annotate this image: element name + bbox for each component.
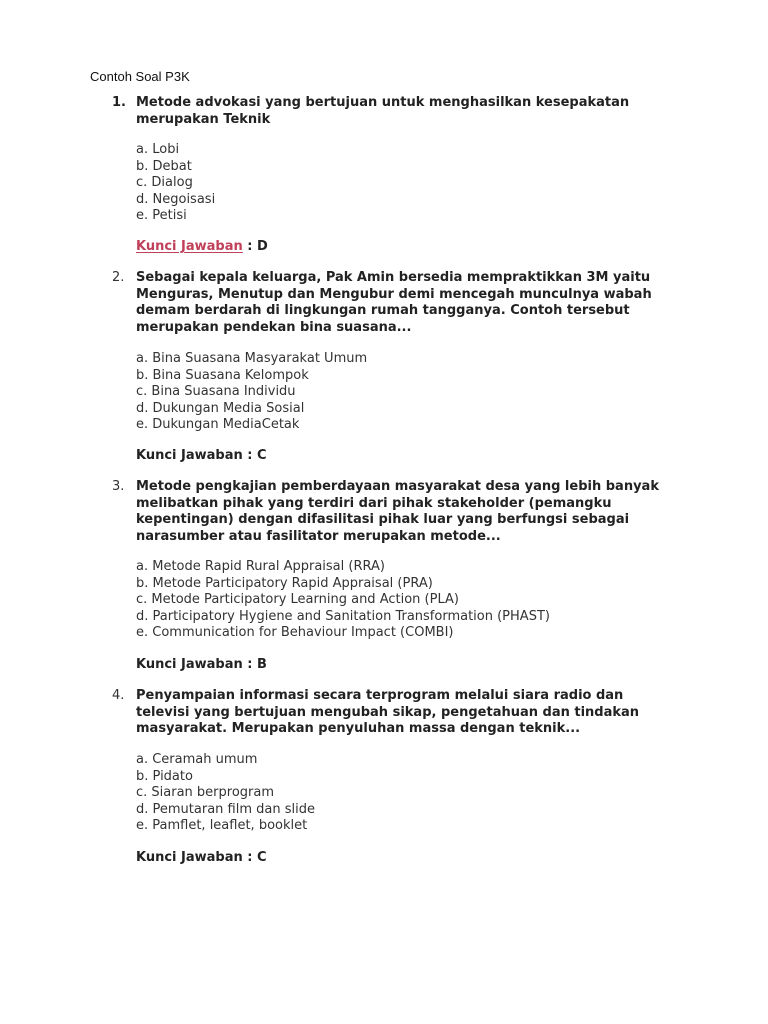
option-a: a. Lobi (136, 142, 180, 157)
option-d: d. Dukungan Media Sosial (136, 400, 305, 416)
question-line: melibatkan pihak yang terdiri dari pihak stakeholder (pemangku (136, 495, 612, 511)
option-b: b. Metode Participatory Rapid Appraisal (PRA) (136, 575, 433, 591)
option-c: c. Dialog (136, 175, 193, 191)
answer-key-link[interactable]: Kunci Jawaban (136, 239, 243, 254)
answer-key-3: Kunci Jawaban : B (136, 657, 267, 672)
option-d: d. Pemutaran film dan slide (136, 801, 315, 817)
option-a: a. Bina Suasana Masyarakat Umum (136, 351, 368, 366)
question-line: Metode pengkajian pemberdayaan masyarakat desa yang lebih banyak (136, 479, 659, 494)
answer-key-4: Kunci Jawaban : C (136, 850, 267, 865)
question-line: demam berdarah di lingkungan rumah tangganya. Contoh tersebut (136, 303, 630, 319)
question-number: 2. (112, 270, 125, 285)
question-line: merupakan Teknik (136, 111, 271, 127)
option-d: d. Participatory Hygiene and Sanitation Transformation (PHAST) (136, 608, 550, 624)
option-e: e. Petisi (136, 208, 187, 224)
question-number: 4. (112, 688, 125, 703)
option-b: b. Bina Suasana Kelompok (136, 367, 309, 383)
answer-options-1 (136, 142, 696, 225)
question-text (136, 688, 696, 738)
option-e: e. Communication for Behaviour Impact (COMBI) (136, 625, 454, 641)
answer-key-1 (136, 239, 268, 256)
question-text (136, 95, 696, 128)
question-line: Penyampaian informasi secara terprogram melalui siara radio dan (136, 688, 624, 703)
question-line: masyarakat. Merupakan penyuluhan massa dengan teknik... (136, 721, 581, 737)
question-line: Menguras, Menutup dan Mengubur demi mencegah munculnya wabah (136, 286, 652, 302)
answer-options-2 (136, 351, 696, 434)
answer-options-4 (136, 752, 696, 835)
option-a: a. Metode Rapid Rural Appraisal (RRA) (136, 559, 385, 574)
option-a: a. Ceramah umum (136, 752, 258, 767)
option-b: b. Debat (136, 158, 192, 174)
question-text (136, 270, 696, 336)
answer-key-value: : D (242, 239, 268, 254)
answer-options-3 (136, 559, 696, 642)
option-c: c. Metode Participatory Learning and Action (PLA) (136, 592, 459, 608)
option-c: c. Siaran berprogram (136, 785, 275, 801)
question-number: 1. (112, 95, 126, 110)
question-line: narasumber atau fasilitator merupakan metode... (136, 528, 501, 544)
question-line: kepentingan) dengan difasilitasi pihak luar yang berfungsi sebagai (136, 512, 630, 528)
question-line: Sebagai kepala keluarga, Pak Amin bersedia mempraktikkan 3M yaitu (136, 270, 651, 285)
question-number: 3. (112, 479, 125, 494)
option-b: b. Pidato (136, 768, 193, 784)
answer-key-2: Kunci Jawaban : C (136, 448, 267, 463)
question-line: Metode advokasi yang bertujuan untuk menghasilkan kesepakatan (136, 95, 630, 110)
question-text (136, 479, 696, 545)
document-title: Contoh Soal P3K (90, 69, 190, 84)
option-e: e. Dukungan MediaCetak (136, 417, 300, 433)
question-line: merupakan pendekan bina suasana... (136, 319, 412, 335)
option-d: d. Negoisasi (136, 191, 216, 207)
option-c: c. Bina Suasana Individu (136, 384, 296, 400)
option-e: e. Pamflet, leaflet, booklet (136, 818, 308, 834)
question-line: televisi yang bertujuan mengubah sikap, pengetahuan dan tindakan (136, 704, 640, 720)
